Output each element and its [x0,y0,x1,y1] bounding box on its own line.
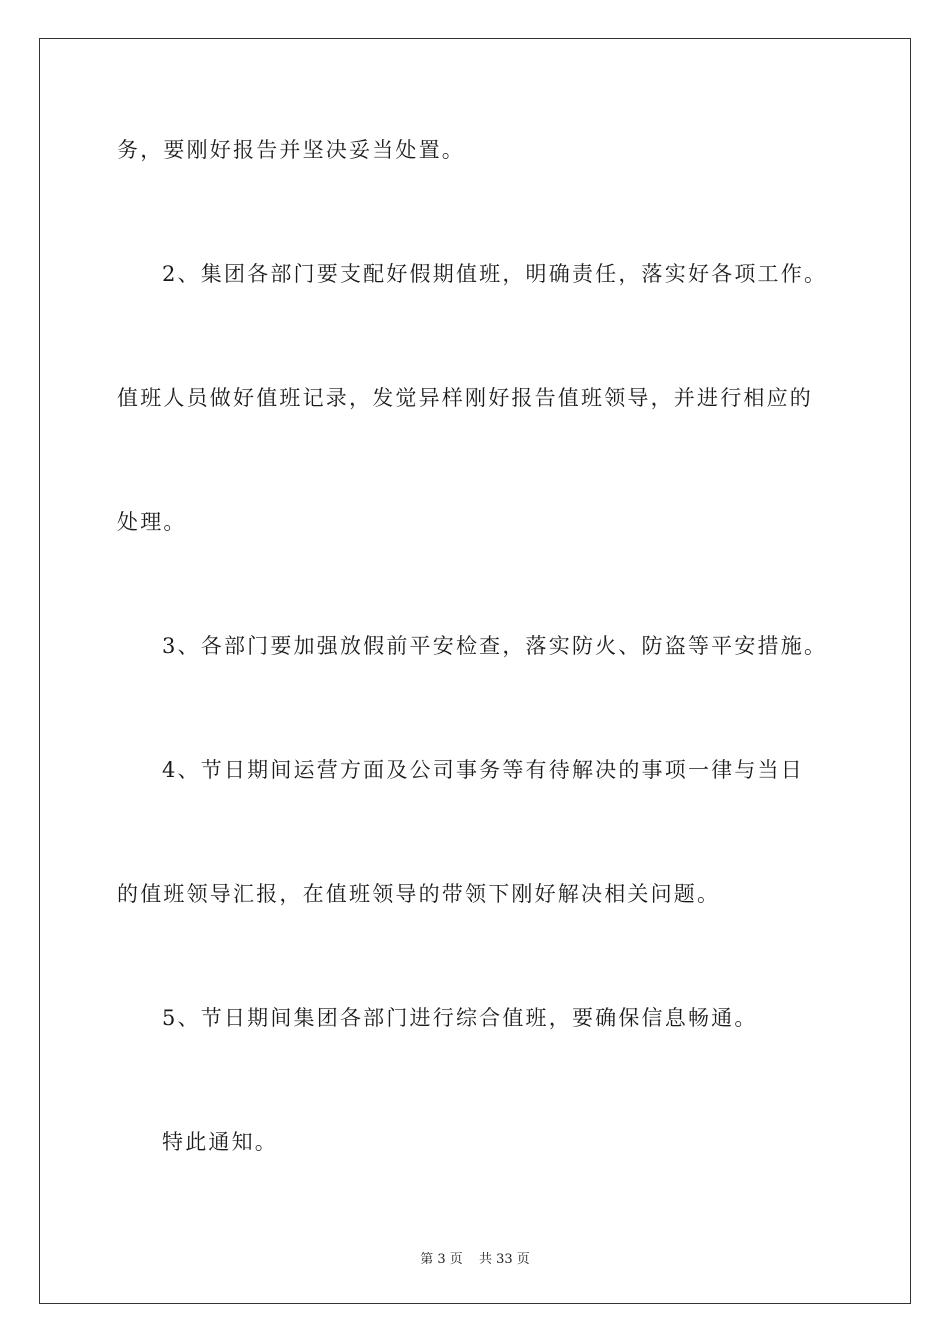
paragraph-line-5: 3、各部门要加强放假前平安检查，落实防火、防盗等平安措施。 [162,634,828,658]
paragraph-line-1: 务，要刚好报告并坚决妥当处置。 [117,138,465,162]
page-border [39,38,911,1304]
total-pages: 共 33 页 [478,1252,530,1267]
paragraph-line-6: 4、节日期间运营方面及公司事务等有待解决的事项一律与当日 [162,758,804,782]
paragraph-line-8: 5、节日期间集团各部门进行综合值班，要确保信息畅通。 [162,1006,758,1030]
paragraph-line-9: 特此通知。 [162,1130,278,1154]
paragraph-line-3: 值班人员做好值班记录，发觉异样刚好报告值班领导，并进行相应的 [117,386,813,410]
page-number: 第 3 页 [420,1252,463,1267]
paragraph-line-4: 处理。 [117,510,187,534]
page-footer [0,1248,950,1267]
paragraph-line-7: 的值班领导汇报，在值班领导的带领下刚好解决相关问题。 [117,882,721,906]
paragraph-line-2: 2、集团各部门要支配好假期值班，明确责任，落实好各项工作。 [162,262,828,286]
